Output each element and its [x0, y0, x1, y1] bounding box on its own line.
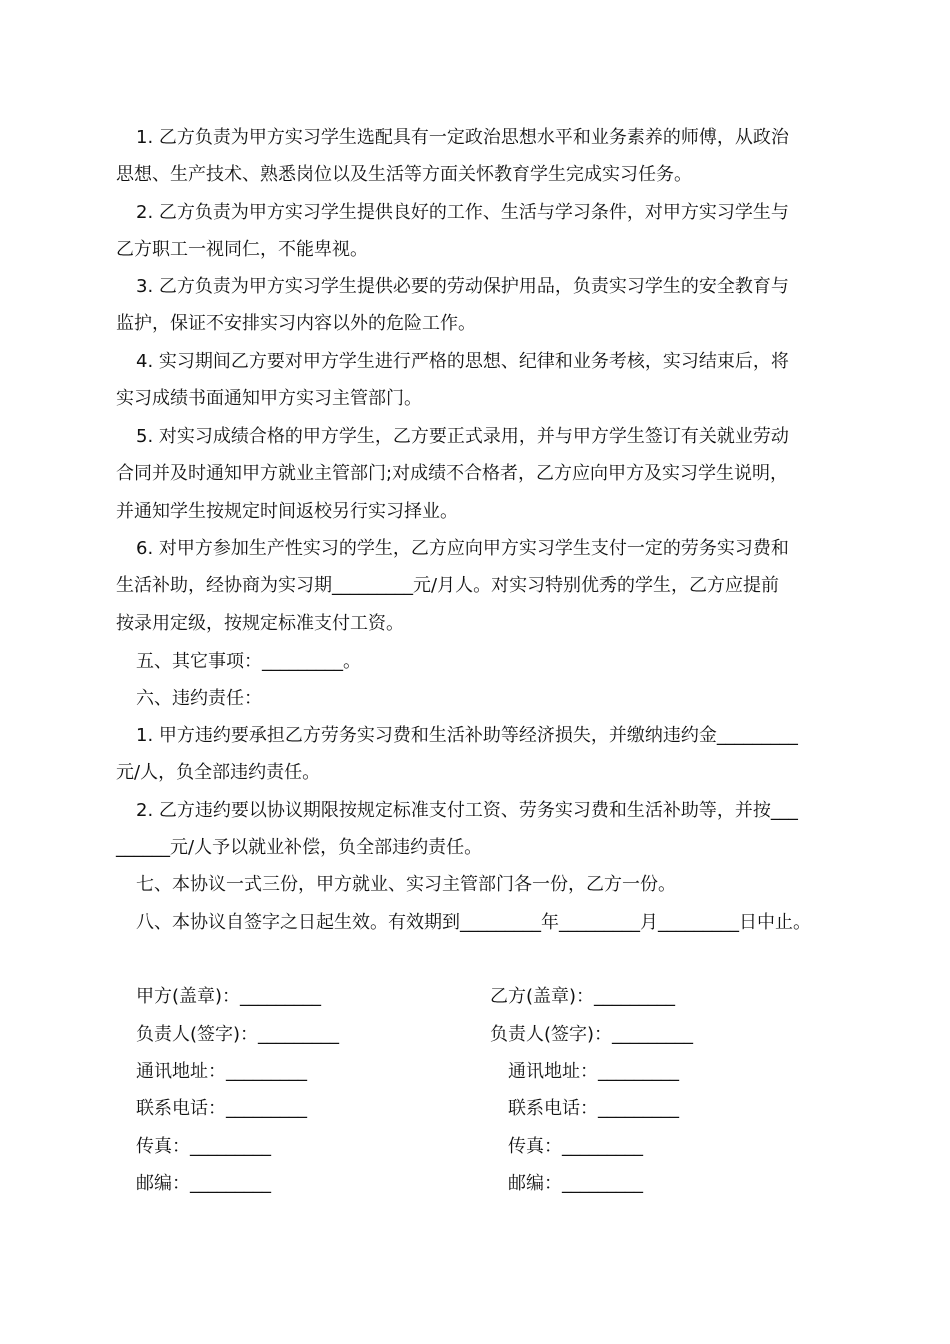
party-b-representative: 负责人(签字)：_________: [490, 1024, 694, 1045]
paragraph-line: 元/人，负全部违约责任。: [116, 762, 321, 784]
clause-paragraph: [116, 418, 846, 530]
paragraph-line: 监护，保证不安排实习内容以外的危险工作。: [116, 313, 476, 335]
paragraph-line: 并通知学生按规定时间返校另行实习择业。: [116, 500, 458, 522]
breach-paragraph: [116, 792, 846, 867]
clause-paragraph: [116, 268, 846, 343]
clause-paragraph: [116, 194, 846, 269]
validity-clause: 八、本协议自签字之日起生效。有效期到_________年_________月_________日中止。: [136, 912, 811, 933]
paragraph-line: ______元/人予以就业补偿，负全部违约责任。: [116, 837, 483, 859]
party-b-fax: 传真：_________: [508, 1136, 643, 1157]
party-a-address: 通讯地址：_________: [136, 1061, 307, 1082]
paragraph-line: 实习成绩书面通知甲方实习主管部门。: [116, 388, 422, 410]
party-a-seal: 甲方(盖章)：_________: [136, 986, 322, 1007]
clause-paragraph: [116, 119, 846, 194]
breach-paragraph: [116, 717, 846, 792]
paragraph-line: 3. 乙方负责为甲方实习学生提供必要的劳动保护用品，负责实习学生的安全教育与: [136, 276, 789, 297]
paragraph-line: 乙方职工一视同仁，不能卑视。: [116, 239, 368, 261]
paragraph-line: 生活补助，经协商为实习期_________元/月人。对实习特别优秀的学生，乙方应提前: [116, 575, 780, 597]
paragraph-line: 2. 乙方违约要以协议期限按规定标准支付工资、劳务实习费和生活补助等，并按___: [136, 800, 798, 821]
party-a-phone: 联系电话：_________: [136, 1098, 307, 1119]
clause-paragraph: [116, 530, 846, 642]
party-a-postcode: 邮编：_________: [136, 1173, 271, 1194]
clause-paragraph: [116, 343, 846, 418]
party-b-address: 通讯地址：_________: [508, 1061, 679, 1082]
breach-heading: 六、违约责任：: [136, 688, 262, 709]
party-b-seal: 乙方(盖章)：_________: [490, 986, 676, 1007]
paragraph-line: 合同并及时通知甲方就业主管部门;对成绩不合格者，乙方应向甲方及实习学生说明，: [116, 463, 789, 485]
party-b-phone: 联系电话：_________: [508, 1098, 679, 1119]
paragraph-line: 5. 对实习成绩合格的甲方学生，乙方要正式录用，并与甲方学生签订有关就业劳动: [136, 426, 789, 447]
paragraph-line: 按录用定级，按规定标准支付工资。: [116, 612, 404, 634]
paragraph-line: 思想、生产技术、熟悉岗位以及生活等方面关怀教育学生完成实习任务。: [116, 164, 692, 186]
party-a-representative: 负责人(签字)：_________: [136, 1024, 340, 1045]
party-b-postcode: 邮编：_________: [508, 1173, 643, 1194]
paragraph-line: 1. 乙方负责为甲方实习学生选配具有一定政治思想水平和业务素养的师傅，从政治: [136, 127, 789, 148]
party-a-fax: 传真：_________: [136, 1136, 271, 1157]
paragraph-line: 1. 甲方违约要承担乙方劳务实习费和生活补助等经济损失，并缴纳违约金_________: [136, 725, 798, 746]
paragraph-line: 2. 乙方负责为甲方实习学生提供良好的工作、生活与学习条件，对甲方实习学生与: [136, 202, 789, 223]
paragraph-line: 4. 实习期间乙方要对甲方学生进行严格的思想、纪律和业务考核，实习结束后，将: [136, 351, 789, 372]
copies-clause: 七、本协议一式三份，甲方就业、实习主管部门各一份，乙方一份。: [136, 874, 676, 895]
other-matters-line: 五、其它事项：_________。: [136, 651, 361, 672]
paragraph-line: 6. 对甲方参加生产性实习的学生，乙方应向甲方实习学生支付一定的劳务实习费和: [136, 538, 789, 559]
